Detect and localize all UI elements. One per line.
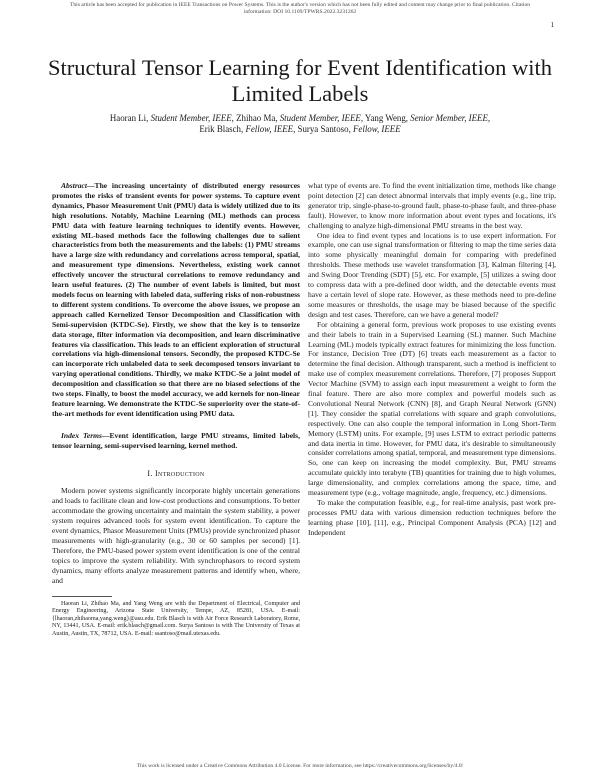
index-terms [52,431,300,451]
index-terms-label: Index Terms [61,430,102,440]
body-paragraph: what type of events are. To find the event initialization time, methods like change point detection [2] can detect abnormal intervals that imply events (e.g., line trip, generator trip, single-phase-to-ground fault, phase-to-phase fault, and three-phase fault). However, to know more information about event types and locations, it's challenging to analyze high-dimensional PMU streams in the best way. [308,181,556,230]
author-affiliation: Senior Member, IEEE, [410,113,491,123]
author-affiliation: Student Member, IEEE, [279,113,364,123]
author-name: Erik Blasch, [199,124,246,134]
body-paragraph: To make the computation feasible, e.g., for real-time analysis, past work pre-processes PMU data with various dimension reduction techniques before the learning phase [10], [11], e.g., Principal Component Analysis (PCA) [12] and Independent [308,498,556,537]
author-line [48,124,552,135]
paper-title: Structural Tensor Learning for Event Identification with Limited Labels [47,55,553,106]
license-notice: This work is licensed under a Creative Commons Attribution 4.0 License. For more information, see https://creativecommons.org/licenses/by/4.0/ [136,763,464,769]
author-footnote: Haoran Li, Zhihao Ma, and Yang Weng are with the Department of Electrical, Computer and Energy Engineering, Arizona State University, Tempe, AZ, 85281, USA. E-mail: {lhaoran,zhihaoma,yang.weng}@asu.edu. Erik Blasch is with Air Force Research Laboratory, Rome, NY, 13441, USA. E-mail: erik.blasch@gmail.com. Surya Santoso is with The University of Texas at Austin, Austin, TX, 78712, USA. E-mail: ssantoso@mail.utexas.edu. [52,600,300,637]
author-affiliation: Fellow, IEEE, [245,124,296,134]
author-name: Yang Weng, [363,113,411,123]
author-name: Zhihao Ma, [233,113,280,123]
author-name: Surya Santoso, [295,124,353,134]
author-affiliation: Student Member, IEEE, [150,113,234,123]
body-paragraph: For obtaining a general form, previous work proposes to use existing events and their labels to train in a Supervised Learning (SL) manner. Such Machine Learning (ML) models typically extract features for minimizing the loss function. For instance, Decision Tree (DT) [6] treats each measurement as a factor to determine the final decision. Although transparent, such a method is inefficient to make use of complex measurement correlations. Therefore, [7] proposes Support Vector Machine (SVM) to assign each input measurement a weight to form the final feature. There are also more complex and powerful models such as Convolutional Neural Network (CNN) [8], and Graph Neural Network (GNN) [1]. They consider the spatial correlations with square and graph convolutions, respectively. One can also couple the temporal information in Long Short-Term Memory (LSTM) units. For example, [9] uses LSTM to extract periodic patterns and data inertia in time. However, for PMU data, it's desirable to simultaneously consider correlations among spatial, temporal, and measurement type dimensions. So, one can keep on increasing the model complexity. But, PMU streams accumulate quickly into terabyte (TB) quantities for training due to high volumes, large dimensionality, and complex correlations among the space, time, and measurement type (e.g., voltage magnitude, angle, frequency, etc.) dimensions. [308,319,556,498]
author-name: Haoran Li, [109,113,151,123]
intro-paragraph: Modern power systems significantly incorporate highly uncertain generations and loads to facilitate clean and low-cost productions and consumptions. To better accommodate the growing uncertainty and maintain the system stability, a power system requires advanced tools for system event identification. To capture the event dynamics, Phasor Measurement Units (PMUs) provide synchronized phasor measurements with high-granularity (e.g., 30 or 60 samples per second) [1]. Therefore, the PMU-based power system event identification is one of the central topics to improve the system reliability. With synchrophasors to record system dynamics, many efforts analyze measurement patterns and identify when, where, and [52,486,300,585]
left-column [52,181,300,639]
author-list [48,113,552,135]
abstract-label: Abstract [61,181,87,190]
author-line [48,113,552,124]
abstract [52,181,300,419]
footnote-divider [52,596,112,597]
section-heading: I. Introduction [147,468,205,478]
right-column [308,181,556,538]
publication-notice: This article has been accepted for publication in IEEE Transactions on Power Systems. This is the author's version which has not been fully edited and content may change prior to final publication. Citation information: DOI 10.1109/TPWRS.2022.3231262 [69,2,531,15]
author-affiliation: Fellow, IEEE [353,124,401,134]
body-paragraph: One idea to find event types and locations is to use expert information. For example, one can use signal transformation or filtering to map the time series data into some physically meaningful domain for comparing with predefined thresholds. These methods use wavelet transformation [3], Kalman filtering [4], and Swing Door Trending (SDT) [5], etc. For example, [5] utilizes a swing door to compress data with a pre-defined door width, and the detectable events must have a certain level of slope rate. However, as these methods need to pre-define some measures or thresholds, the usage may be biased because of the specific design and test cases. Therefore, can we have a general model? [308,230,556,319]
page-number: 1 [550,21,554,29]
index-terms-text: —Event identification, large PMU streams, limited labels, tensor learning, semi-supervised learning, kernel method. [52,430,300,450]
abstract-text: —The increasing uncertainty of distributed energy resources promotes the risks of transient events for power systems. To capture event dynamics, Phasor Measurement Unit (PMU) data is widely utilized due to its high resolutions. Notably, Machine Learning (ML) methods can process PMU data with feature learning techniques to identify events. However, existing ML-based methods face the following challenges due to salient characteristics from both the measurements and the labels: (1) PMU streams have a large size with redundancy and correlations across temporal, spatial, and measurement type dimensions. Nevertheless, existing work cannot effectively uncover the structural correlations to remove redundancy and learn useful features. (2) The number of event labels is limited, but most models focus on learning with labeled data, suffering risks of non-robustness to different system conditions. To overcome the above issues, we propose an approach called Kernelized Tensor Decomposition and Classification with Semi-supervision (KTDC-Se). Firstly, we show that the key is to tensorize data storage, filter information via decomposition, and learn discriminative features via classification. This leads to an efficient exploration of structural correlations via high-dimensional tensors. Secondly, the proposed KTDC-Se can incorporate rich unlabeled data to seek decomposed tensors invariant to varying operational conditions. Thirdly, we make KTDC-Se a joint model of decomposition and classification so that there are no biased selections of the two steps. Finally, to boost the model accuracy, we add kernels for non-linear feature learning. We demonstrate the KTDC-Se superiority over the state-of-the-art methods for event identification using PMU data. [52,181,300,418]
